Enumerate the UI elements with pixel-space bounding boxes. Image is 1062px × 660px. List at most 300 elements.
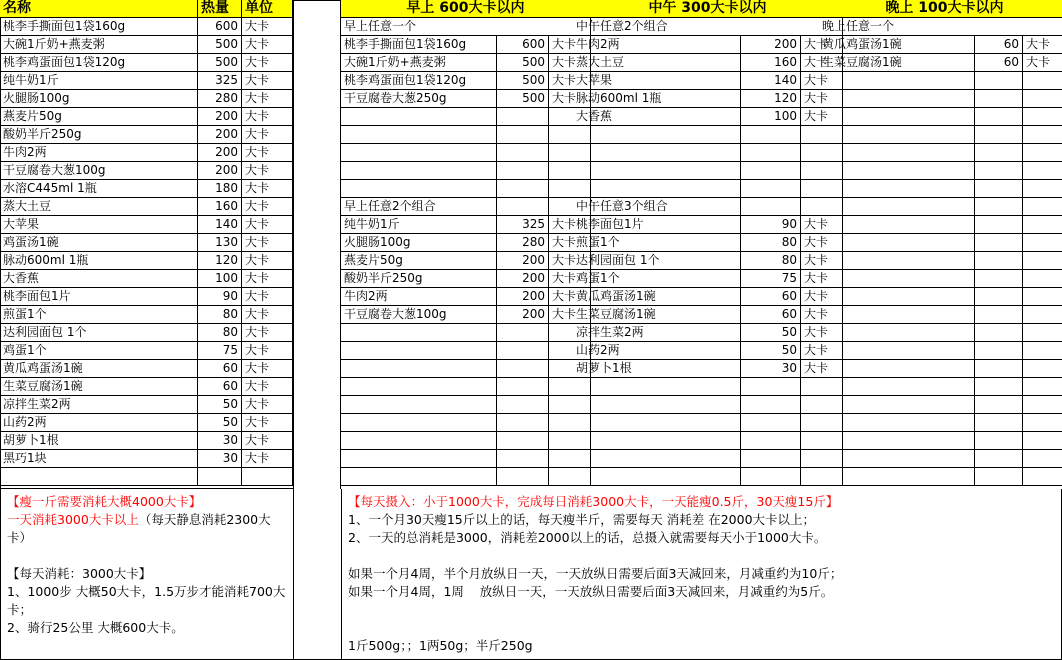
calorie-cell [741,180,801,198]
food-name-cell [573,126,741,144]
left-note-line1 [7,511,287,547]
calorie-cell [497,144,549,162]
unit-cell: 大卡 [1023,36,1062,54]
food-name-cell [819,450,975,468]
unit-cell [1023,468,1062,486]
food-name-cell [341,360,497,378]
calorie-cell [497,342,549,360]
calorie-cell [497,108,549,126]
unit-cell: 大卡 [801,306,843,324]
calorie-cell: 200 [741,36,801,54]
calorie-cell: 60 [198,360,242,378]
food-name-cell [819,126,975,144]
unit-cell: 大卡 [549,216,591,234]
food-name-cell [819,396,975,414]
calorie-cell [975,198,1023,216]
left-note-text [3,491,291,639]
right-note-line4: 如果一个月4周，1周 放纵日一天，一天放纵日需要后面3天减回来，月减重约为5斤。 [348,584,834,599]
food-name-cell [573,450,741,468]
unit-cell: 大卡 [242,432,293,450]
food-name-cell: 大香蕉 [0,270,198,288]
food-name-cell: 水溶C445ml 1瓶 [0,180,198,198]
calorie-cell: 500 [198,54,242,72]
food-name-cell: 桃李鸡蛋面包1袋120g [341,72,497,90]
food-name-cell [819,360,975,378]
unit-cell: 大卡 [242,90,293,108]
calorie-cell: 60 [198,378,242,396]
food-name-cell [341,144,497,162]
food-name-cell: 桃李手撕面包1袋160g [341,36,497,54]
unit-cell: 大卡 [801,234,843,252]
food-name-cell: 火腿肠100g [341,234,497,252]
calorie-cell: 30 [741,360,801,378]
unit-cell [1023,324,1062,342]
food-name-cell: 酸奶半斤250g [341,270,497,288]
calorie-cell: 120 [741,90,801,108]
unit-cell [1023,360,1062,378]
unit-cell [1023,342,1062,360]
calorie-cell: 50 [198,414,242,432]
food-name-cell: 大碗1斤奶+燕麦粥 [341,54,497,72]
unit-cell: 大卡 [801,270,843,288]
calorie-cell [975,342,1023,360]
food-name-cell: 大香蕉 [573,108,741,126]
calorie-cell: 600 [497,36,549,54]
right-note-title: 【每天摄入：小于1000大卡，完成每日消耗3000大卡，一天能瘦0.5斤，30天瘦15斤】 [348,494,839,509]
food-name-cell [819,162,975,180]
breakfast-header: 早上 600大卡以内 [341,0,591,18]
calorie-cell [497,468,549,486]
food-name-cell [819,216,975,234]
food-name-cell: 燕麦片50g [341,252,497,270]
calorie-cell [741,468,801,486]
unit-cell: 大卡 [242,306,293,324]
calorie-cell [497,414,549,432]
food-name-cell [341,342,497,360]
calorie-cell [975,414,1023,432]
unit-cell: 大卡 [242,54,293,72]
calorie-cell: 80 [741,234,801,252]
food-name-cell [819,432,975,450]
unit-cell: 大卡 [242,270,293,288]
calorie-cell [741,144,801,162]
calorie-cell [497,378,549,396]
calorie-cell: 500 [497,90,549,108]
food-name-cell [819,72,975,90]
unit-cell: 大卡 [549,288,591,306]
unit-cell: 大卡 [242,450,293,468]
unit-cell: 大卡 [801,324,843,342]
unit-cell [1023,288,1062,306]
calorie-cell: 200 [198,144,242,162]
unit-cell: 大卡 [549,90,591,108]
unit-cell [1023,162,1062,180]
unit-cell: 大卡 [242,72,293,90]
breakfast-group1-title: 早上任意一个 [341,18,591,36]
unit-cell: 大卡 [242,360,293,378]
unit-cell: 大卡 [801,288,843,306]
calorie-cell: 200 [497,252,549,270]
food-name-cell [341,180,497,198]
left-note-box [0,489,294,660]
food-name-cell [341,126,497,144]
calorie-cell: 280 [198,90,242,108]
left-note-item2: 2、骑行25公里 大概600大卡。 [7,620,184,635]
food-name-cell [573,414,741,432]
calorie-cell [497,450,549,468]
calorie-cell: 130 [198,234,242,252]
food-name-cell: 酸奶半斤250g [0,126,198,144]
unit-cell [1023,72,1062,90]
food-name-cell: 纯牛奶1斤 [0,72,198,90]
food-name-cell [573,144,741,162]
food-name-cell [573,396,741,414]
food-name-cell [341,468,497,486]
spacer-column [293,0,341,489]
food-name-cell: 鸡蛋1个 [573,270,741,288]
food-name-cell: 桃李面包1片 [573,216,741,234]
calorie-cell: 60 [741,288,801,306]
right-note-text [344,491,1056,657]
food-name-cell: 山药2两 [0,414,198,432]
calorie-cell [975,396,1023,414]
header-unit: 单位 [242,0,293,18]
food-name-cell [341,450,497,468]
calorie-cell [497,126,549,144]
unit-cell: 大卡 [801,342,843,360]
left-note-section: 【每天消耗：3000大卡】 [7,566,152,581]
food-name-cell [819,270,975,288]
unit-cell: 大卡 [242,126,293,144]
right-note-line3: 如果一个月4周，半个月放纵日一天，一天放纵日需要后面3天减回来，月减重约为10斤； [348,566,843,581]
calorie-cell: 140 [198,216,242,234]
left-note-line1-rest: （每天静息消耗2300大卡） [7,512,271,545]
calorie-cell: 160 [198,198,242,216]
calorie-cell: 75 [198,342,242,360]
unit-cell: 大卡 [242,162,293,180]
food-name-cell [341,378,497,396]
unit-cell: 大卡 [801,252,843,270]
food-name-cell: 凉拌生菜2两 [0,396,198,414]
calorie-cell [975,108,1023,126]
calorie-cell: 60 [975,36,1023,54]
food-name-cell [573,378,741,396]
header-name: 名称 [0,0,198,18]
food-name-cell: 脉动600ml 1瓶 [0,252,198,270]
calorie-cell [975,270,1023,288]
unit-cell: 大卡 [242,36,293,54]
calorie-cell [497,360,549,378]
calorie-cell: 180 [198,180,242,198]
unit-cell [1023,252,1062,270]
calorie-cell: 100 [741,108,801,126]
calorie-cell: 30 [198,450,242,468]
food-name-cell: 大苹果 [0,216,198,234]
calorie-cell: 600 [198,18,242,36]
dinner-header: 晚上 100大卡以内 [819,0,1062,18]
unit-cell: 大卡 [242,288,293,306]
food-name-cell: 燕麦片50g [0,108,198,126]
unit-cell [1023,108,1062,126]
calorie-cell: 80 [198,324,242,342]
unit-cell [1023,270,1062,288]
food-name-cell [341,108,497,126]
lunch-group2-title: 中午任意3个组合 [573,198,843,216]
calorie-cell [741,126,801,144]
unit-cell [1023,144,1062,162]
calorie-cell: 200 [497,288,549,306]
food-name-cell: 山药2两 [573,342,741,360]
food-name-cell: 蒸大土豆 [573,54,741,72]
calorie-cell [497,324,549,342]
food-name-cell [819,468,975,486]
calorie-cell: 90 [741,216,801,234]
food-name-cell [819,378,975,396]
food-name-cell [573,180,741,198]
calorie-cell: 200 [198,162,242,180]
food-name-cell: 煎蛋1个 [573,234,741,252]
food-name-cell [573,432,741,450]
unit-cell: 大卡 [1023,54,1062,72]
food-name-cell: 生菜豆腐汤1碗 [0,378,198,396]
unit-cell: 大卡 [549,234,591,252]
calorie-cell [975,378,1023,396]
calorie-cell: 160 [741,54,801,72]
calorie-cell: 75 [741,270,801,288]
unit-cell: 大卡 [242,378,293,396]
right-note-line2: 2、一天的总消耗是3000，消耗差2000以上的话，总摄入就需要每天小于1000大卡。 [348,530,827,545]
lunch-header: 中午 300大卡以内 [573,0,843,18]
food-name-cell: 黄瓜鸡蛋汤1碗 [0,360,198,378]
food-name-cell [0,468,198,486]
calorie-cell: 500 [198,36,242,54]
food-name-cell: 牛肉2两 [573,36,741,54]
food-name-cell [573,162,741,180]
unit-cell [1023,216,1062,234]
food-name-cell: 达利园面包 1个 [0,324,198,342]
food-name-cell [341,162,497,180]
food-name-cell: 大碗1斤奶+燕麦粥 [0,36,198,54]
food-name-cell: 煎蛋1个 [0,306,198,324]
unit-cell: 大卡 [242,144,293,162]
unit-cell: 大卡 [801,90,843,108]
unit-cell [1023,450,1062,468]
calorie-cell [975,234,1023,252]
unit-cell: 大卡 [242,180,293,198]
unit-cell: 大卡 [242,198,293,216]
calorie-cell [975,252,1023,270]
unit-cell [1023,414,1062,432]
food-name-cell: 牛肉2两 [0,144,198,162]
food-name-cell: 纯牛奶1斤 [341,216,497,234]
calorie-cell [975,216,1023,234]
food-name-cell: 生菜豆腐汤1碗 [819,54,975,72]
calorie-cell [975,144,1023,162]
unit-cell [1023,396,1062,414]
unit-cell: 大卡 [242,108,293,126]
calorie-cell: 50 [198,396,242,414]
unit-cell: 大卡 [801,216,843,234]
calorie-cell: 80 [198,306,242,324]
header-calories: 热量 [198,0,242,18]
unit-cell [1023,234,1062,252]
calorie-cell [975,360,1023,378]
calorie-cell: 50 [741,324,801,342]
unit-cell: 大卡 [242,324,293,342]
food-name-cell [819,234,975,252]
food-name-cell [573,468,741,486]
calorie-cell: 500 [497,72,549,90]
calorie-cell [741,432,801,450]
unit-cell: 大卡 [242,342,293,360]
calorie-cell [975,90,1023,108]
calorie-cell [497,180,549,198]
calorie-cell: 100 [198,270,242,288]
food-name-cell: 黑巧1块 [0,450,198,468]
food-name-cell [819,342,975,360]
unit-cell [242,468,293,486]
food-name-cell [819,108,975,126]
unit-cell: 大卡 [242,396,293,414]
calorie-cell [975,450,1023,468]
left-note-line1-red: 一天消耗3000大卡以上 [7,512,139,527]
calorie-cell: 80 [741,252,801,270]
unit-cell [1023,90,1062,108]
food-name-cell: 达利园面包 1个 [573,252,741,270]
calorie-cell [975,468,1023,486]
calorie-cell [975,432,1023,450]
right-note-line5: 1斤500g；；1两50g；半斤250g [348,638,533,653]
calorie-cell [497,432,549,450]
food-name-cell: 大苹果 [573,72,741,90]
unit-cell [1023,180,1062,198]
food-name-cell [819,180,975,198]
calorie-cell [975,72,1023,90]
lunch-group1-title: 中午任意2个组合 [573,18,843,36]
unit-cell: 大卡 [242,18,293,36]
calorie-cell: 500 [497,54,549,72]
food-name-cell [819,414,975,432]
food-name-cell: 鸡蛋1个 [0,342,198,360]
calorie-cell: 140 [741,72,801,90]
calorie-cell: 60 [975,54,1023,72]
calorie-cell: 90 [198,288,242,306]
calorie-cell [975,324,1023,342]
food-name-cell: 凉拌生菜2两 [573,324,741,342]
dinner-group1-title: 晚上任意一个 [819,18,1062,36]
food-name-cell [819,144,975,162]
left-note-item1: 1、1000步 大概50大卡，1.5万步才能消耗700大卡； [7,584,286,617]
food-name-cell [341,324,497,342]
unit-cell [1023,378,1062,396]
calorie-cell [741,378,801,396]
unit-cell: 大卡 [549,306,591,324]
food-name-cell [819,324,975,342]
food-name-cell: 生菜豆腐汤1碗 [573,306,741,324]
calorie-cell [975,162,1023,180]
unit-cell [1023,126,1062,144]
calorie-cell: 200 [497,306,549,324]
calorie-cell [975,306,1023,324]
food-name-cell: 黄瓜鸡蛋汤1碗 [573,288,741,306]
unit-cell: 大卡 [242,414,293,432]
food-name-cell: 胡萝卜1根 [0,432,198,450]
food-name-cell: 鸡蛋汤1碗 [0,234,198,252]
food-name-cell: 桃李手撕面包1袋160g [0,18,198,36]
food-name-cell: 黄瓜鸡蛋汤1碗 [819,36,975,54]
calorie-cell: 30 [198,432,242,450]
unit-cell: 大卡 [549,252,591,270]
unit-cell [1023,306,1062,324]
left-note-title: 【瘦一斤需要消耗大概4000大卡】 [7,494,202,509]
calorie-cell [497,396,549,414]
calorie-cell: 120 [198,252,242,270]
calorie-cell [198,468,242,486]
food-name-cell: 桃李鸡蛋面包1袋120g [0,54,198,72]
unit-cell: 大卡 [242,234,293,252]
breakfast-group2-title: 早上任意2个组合 [341,198,591,216]
calorie-cell [741,414,801,432]
calorie-cell [741,450,801,468]
unit-cell: 大卡 [801,36,843,54]
unit-cell: 大卡 [549,54,591,72]
unit-cell: 大卡 [549,72,591,90]
calorie-cell [975,126,1023,144]
calorie-cell [975,180,1023,198]
unit-cell: 大卡 [801,72,843,90]
calorie-cell [741,162,801,180]
food-name-cell [819,288,975,306]
unit-cell [1023,432,1062,450]
unit-cell: 大卡 [242,216,293,234]
calorie-cell: 280 [497,234,549,252]
food-name-cell: 胡萝卜1根 [573,360,741,378]
food-name-cell: 干豆腐卷大葱100g [0,162,198,180]
calorie-cell: 200 [198,126,242,144]
food-name-cell: 蒸大土豆 [0,198,198,216]
calorie-cell: 200 [198,108,242,126]
food-name-cell [819,198,975,216]
calorie-cell: 200 [497,270,549,288]
right-note-box [341,489,1062,660]
bottom-spacer [294,489,341,660]
unit-cell: 大卡 [801,108,843,126]
unit-cell: 大卡 [801,54,843,72]
food-name-cell [819,90,975,108]
right-note-line1: 1、一个月30天瘦15斤以上的话，每天瘦半斤，需要每天 消耗差 在2000大卡以上； [348,512,816,527]
food-name-cell: 桃李面包1片 [0,288,198,306]
food-name-cell [819,306,975,324]
unit-cell [1023,198,1062,216]
food-name-cell: 干豆腐卷大葱250g [341,90,497,108]
food-name-cell: 干豆腐卷大葱100g [341,306,497,324]
food-name-cell [341,414,497,432]
calorie-cell [497,162,549,180]
food-name-cell: 火腿肠100g [0,90,198,108]
calorie-cell [741,396,801,414]
food-name-cell [341,432,497,450]
calorie-cell: 50 [741,342,801,360]
unit-cell: 大卡 [549,270,591,288]
food-name-cell [819,252,975,270]
food-name-cell: 牛肉2两 [341,288,497,306]
calorie-cell: 60 [741,306,801,324]
unit-cell: 大卡 [242,252,293,270]
calorie-cell [975,288,1023,306]
unit-cell: 大卡 [549,36,591,54]
food-name-cell: 脉动600ml 1瓶 [573,90,741,108]
unit-cell: 大卡 [801,360,843,378]
